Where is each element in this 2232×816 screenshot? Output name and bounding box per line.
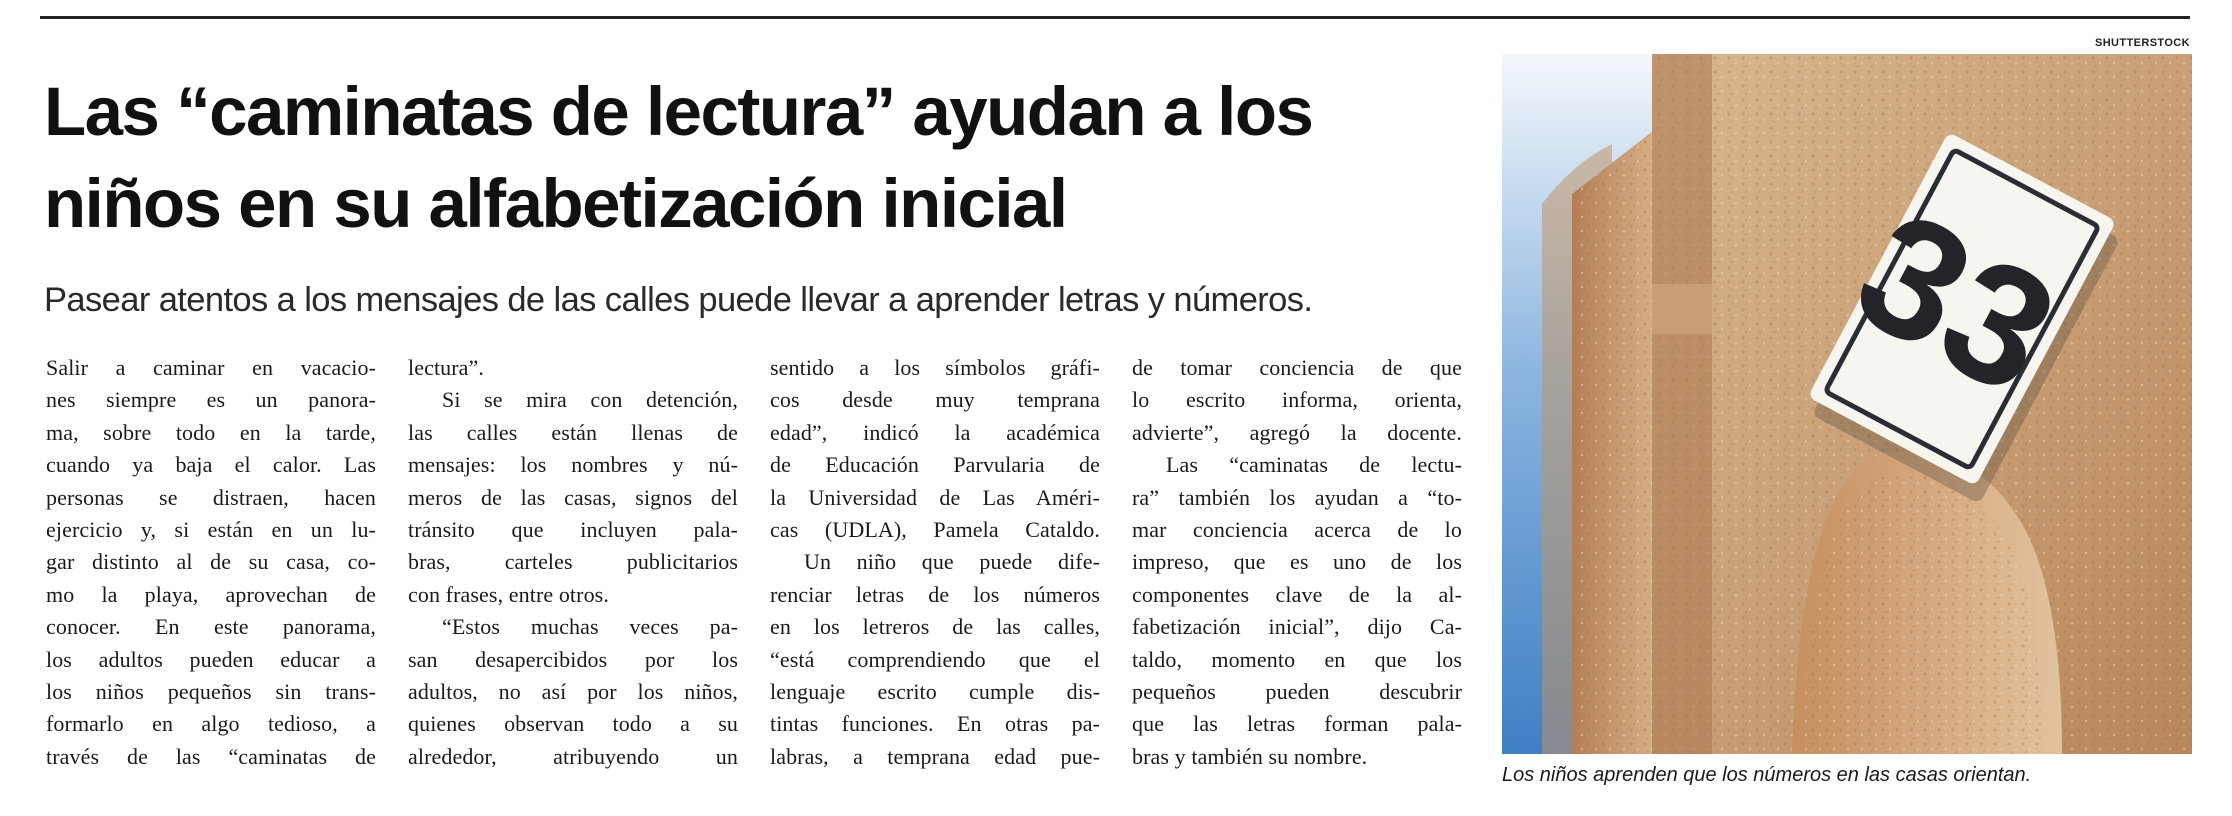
article-line: taldo, momento en que los xyxy=(1132,646,1462,672)
article-line: pequeños pueden descubrir xyxy=(1132,678,1462,704)
article-line: sentido a los símbolos gráfi- xyxy=(770,355,1100,380)
article-line: ra” también los ayudan a “to- xyxy=(1132,484,1462,510)
article-line: nes siempre es un panora- xyxy=(46,387,376,413)
article-line: que las letras forman pala- xyxy=(1132,711,1462,737)
article-line: mensajes: los nombres y nú- xyxy=(408,452,738,478)
article-line: formarlo en algo tedioso, a xyxy=(46,711,376,737)
article-line: san desapercibidos por los xyxy=(408,646,738,672)
article-line: impreso, que es uno de los xyxy=(1132,549,1462,575)
article-line: mar conciencia acerca de lo xyxy=(1132,516,1462,542)
article-line: de tomar conciencia de que xyxy=(1132,355,1462,380)
article-line: edad”, indicó la académica xyxy=(770,419,1100,445)
article-line: bras y también su nombre. xyxy=(1132,743,1368,769)
article-line: componentes clave de la al- xyxy=(1132,581,1462,607)
article-column-1 xyxy=(46,352,376,773)
article-line: cos desde muy temprana xyxy=(770,387,1100,413)
article-column-4 xyxy=(1132,352,1462,773)
subtitle: Pasear atentos a los mensajes de las calles puede llevar a aprender letras y números. xyxy=(44,281,1313,319)
article-line: “Estos muchas veces pa- xyxy=(442,614,738,640)
headline-line: niños en su alfabetización inicial xyxy=(44,165,1067,242)
article-line: gar distinto al de su casa, co- xyxy=(46,549,376,575)
article-line: conocer. En este panorama, xyxy=(46,614,376,640)
article-line: “está comprendiendo que el xyxy=(770,646,1100,672)
article-line: Si se mira con detención, xyxy=(442,387,738,413)
article-line: mo la playa, aprovechan de xyxy=(46,581,376,607)
article-line: quienes observan todo a su xyxy=(408,711,738,737)
article-line: través de las “caminatas de xyxy=(46,743,376,769)
article-column-3 xyxy=(770,352,1100,773)
article-line: renciar letras de los números xyxy=(770,581,1100,607)
article-line: lectura”. xyxy=(408,355,485,380)
article-line: adultos, no así por los niños, xyxy=(408,678,738,704)
article-line: alrededor, atribuyendo un xyxy=(408,743,738,769)
headline-line: Las “caminatas de lectura” ayudan a los xyxy=(44,73,1313,150)
article-line: la Universidad de Las Améri- xyxy=(770,484,1100,510)
top-rule xyxy=(40,16,2190,19)
article-line: fabetización inicial”, dijo Ca- xyxy=(1132,614,1462,640)
article-line: meros de las casas, signos del xyxy=(408,484,738,510)
photo-caption: Los niños aprenden que los números en las casas orientan. xyxy=(1502,764,2032,786)
house-number: 33 xyxy=(1828,174,2085,431)
article-line: cas (UDLA), Pamela Cataldo. xyxy=(770,516,1100,542)
article-line: en los letreros de las calles, xyxy=(770,614,1100,640)
article-line: Salir a caminar en vacacio- xyxy=(46,355,376,380)
article-line: ejercicio y, si están en un lu- xyxy=(46,516,376,542)
article-line: personas se distraen, hacen xyxy=(46,484,376,510)
article-line: con frases, entre otros. xyxy=(408,581,609,607)
article-line: lo escrito informa, orienta, xyxy=(1132,387,1462,413)
article-line: Un niño que puede dife- xyxy=(804,549,1100,575)
headline xyxy=(44,66,1464,250)
article-line: cuando ya baja el calor. Las xyxy=(46,452,376,478)
article-line: las calles están llenas de xyxy=(408,419,738,445)
article-line: de Educación Parvularia de xyxy=(770,452,1100,478)
photo-credit: SHUTTERSTOCK xyxy=(2094,37,2190,49)
article-line: los adultos pueden educar a xyxy=(46,646,376,672)
article-line: los niños pequeños sin trans- xyxy=(46,678,376,704)
article-photo xyxy=(1502,54,2192,754)
article-line: tintas funciones. En otras pa- xyxy=(770,711,1100,737)
article-line: bras, carteles publicitarios xyxy=(408,549,738,575)
article-line: tránsito que incluyen pala- xyxy=(408,516,738,542)
article-line: labras, a temprana edad pue- xyxy=(770,743,1100,769)
article-line: lenguaje escrito cumple dis- xyxy=(770,678,1100,704)
article-line: advierte”, agregó la docente. xyxy=(1132,419,1462,445)
article-line: ma, sobre todo en la tarde, xyxy=(46,419,376,445)
article-line: Las “caminatas de lectu- xyxy=(1166,452,1462,478)
article-column-2 xyxy=(408,352,738,773)
